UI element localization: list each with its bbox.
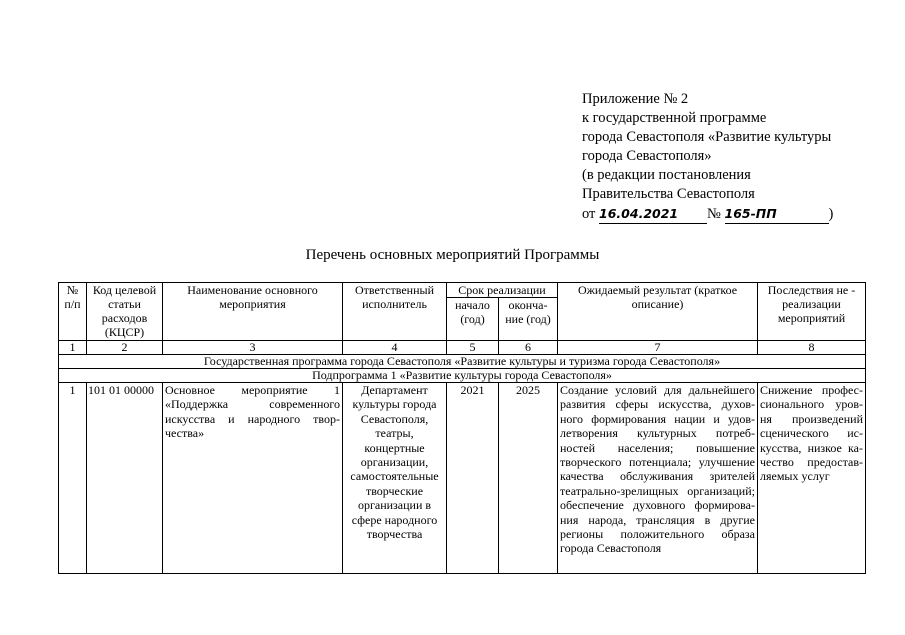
column-number: 8 [758, 341, 866, 355]
appendix-line: города Севастополя «Развитие культуры [582, 129, 832, 145]
appendix-line: к государственной программе [582, 110, 767, 126]
close-paren: ) [828, 206, 834, 222]
header-end: оконча-ние (год) [499, 298, 558, 341]
row-consequences: Снижение профес-сионального уров-ня произведений сценического ис-кусства, низкое ка-чество предостав-ляемых услуг [758, 383, 866, 574]
column-number-row [59, 341, 866, 355]
appendix-line: города Севастополя» [582, 148, 712, 164]
header-result: Ожидаемый результат (краткое описание) [558, 283, 758, 341]
document-title: Перечень основных мероприятий Программы [305, 247, 600, 263]
header-responsible: Ответственный исполнитель [343, 283, 447, 341]
subprogram-row [59, 369, 866, 383]
header-term: Срок реализации [447, 283, 558, 298]
header-row [59, 283, 866, 298]
appendix-date-line [582, 204, 833, 224]
column-number: 1 [59, 341, 87, 355]
row-end: 2025 [499, 383, 558, 574]
program-row [59, 355, 866, 369]
appendix-block [582, 90, 833, 224]
appendix-line: (в редакции постановления [582, 167, 751, 183]
handwritten-number: 165-ПП [725, 204, 829, 224]
from-label: от [582, 206, 596, 222]
row-name: Основное мероприятие 1 «Поддержка современного искусства и народного твор-чества» [163, 383, 343, 574]
column-number: 2 [87, 341, 163, 355]
header-consequences: Последствия не - реализации мероприятий [758, 283, 866, 341]
row-start: 2021 [447, 383, 499, 574]
column-number: 6 [499, 341, 558, 355]
row-responsible: Департамент культуры города Севастополя, театры, концертные организации, самостоятельные творческие организации в сфере народного творчества [343, 383, 447, 574]
header-start: начало (год) [447, 298, 499, 341]
appendix-line: Правительства Севастополя [582, 186, 755, 202]
row-result: Создание условий для дальнейшего развития сферы искусства, духов-ного формирования нации и удов-летворения культурных потреб-ностей населения; повышение творческого потенциала; улучшение качества обслуживания зрителей театрально-зрелищных организаций; обеспечение духовного формирова-ния народа, трансляция в другие регионы положительного образа города Севастополя [558, 383, 758, 574]
table-row [59, 383, 866, 574]
row-code: 101 01 00000 [87, 383, 163, 574]
appendix-line: Приложение № 2 [582, 91, 689, 107]
program-title: Государственная программа города Севастополя «Развитие культуры и туризма города Севастополя» [59, 355, 866, 369]
handwritten-date: 16.04.2021 [599, 204, 707, 224]
row-num: 1 [59, 383, 87, 574]
number-label: № [707, 206, 721, 222]
subprogram-title: Подпрограмма 1 «Развитие культуры города Севастополя» [59, 369, 866, 383]
column-number: 7 [558, 341, 758, 355]
activities-table [58, 282, 866, 574]
header-name: Наименование основного мероприятия [163, 283, 343, 341]
header-code: Код целевой статьи расходов (КЦСР) [87, 283, 163, 341]
column-number: 3 [163, 341, 343, 355]
column-number: 4 [343, 341, 447, 355]
header-num: № п/п [59, 283, 87, 341]
column-number: 5 [447, 341, 499, 355]
